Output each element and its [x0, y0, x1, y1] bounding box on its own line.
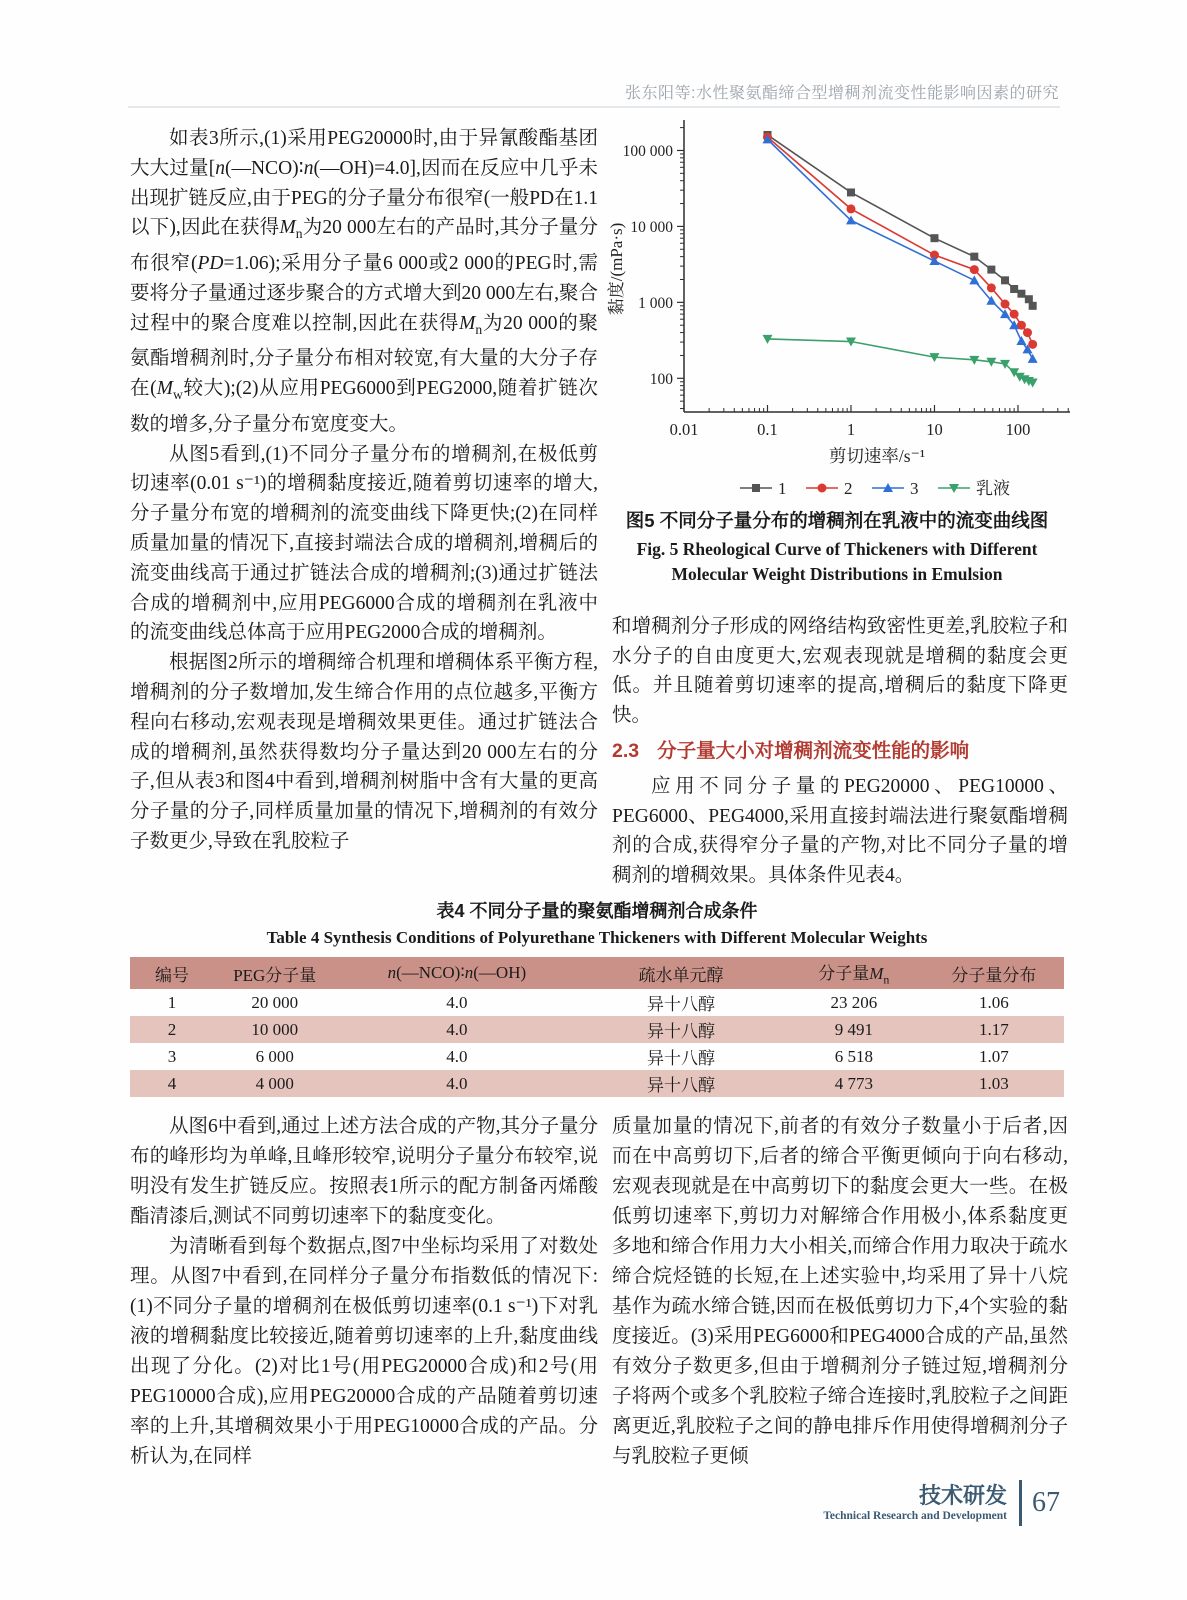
table-header-cell: 分子量分布	[924, 957, 1064, 989]
table-cell: 4.0	[335, 1070, 578, 1097]
table-cell: 4.0	[446, 1046, 468, 1066]
table-cell: 4.0	[446, 992, 468, 1012]
table4-block	[130, 897, 1064, 1097]
table-cell: 异十八醇	[578, 1016, 783, 1043]
svg-text:2: 2	[844, 479, 853, 498]
table-cell: 1.17	[924, 1016, 1064, 1043]
header-rule	[128, 106, 1060, 108]
table-cell: 4 773	[784, 1070, 924, 1097]
svg-text:3: 3	[910, 479, 919, 498]
table-header-cell: 分子量$M_n$	[784, 957, 924, 989]
table-cell: 2	[130, 1016, 214, 1043]
svg-text:0.1: 0.1	[757, 420, 778, 439]
table-title-zh: 表4 不同分子量的聚氨酯增稠剂合成条件	[436, 901, 758, 921]
svg-text:100 000: 100 000	[622, 142, 673, 160]
table-row	[130, 1016, 1064, 1043]
table-cell: 1.06	[979, 992, 1009, 1012]
chart-figure	[598, 110, 1080, 502]
table-cell: 4 000	[214, 1070, 335, 1097]
table-body	[130, 989, 1064, 1097]
paragraph-8: 质量加量的情况下,前者的有效分子数量小于后者,因而在中高剪切下,后者的缔合平衡更倾向于向右移动,宏观表现就是在中高剪切下的黏度会更大一些。在极低剪切速率下,剪切力对解缔合作用极小,体系黏度更多地和缔合作用力大小相关,而缔合作用力取决于疏水缔合烷烃链的长短,在上述实验中,均采用了异十八烷基作为疏水缔合链,因而在极低剪切力下,4个实验的黏度接近。(3)采用PEG6000和PEG4000合成的产品,虽然有效分子数更多,但由于增稠剂分子链过短,增稠剂分子将两个或多个乳胶粒子缔合连接时,乳胶粒子之间距离更近,乳胶粒子之间的静电排斥作用使得增稠剂分子与乳胶粒子更倾	[612, 1116, 1068, 1467]
table-cell: 4	[130, 1070, 214, 1097]
paragraph-7: 为清晰看到每个数据点,图7中坐标均采用了对数处理。从图7中看到,在同样分子量分布指数低的情况下:(1)不同分子量的增稠剂在极低剪切速率(0.1 s⁻¹)下对乳液的增稠黏度比较接近,随着剪切速率的上升,黏度曲线出现了分化。(2)对比1号(用PEG20000合成)和2号(用PEG10000合成),应用PEG20000合成的产品随着剪切速率的上升,其增稠效果小于用PEG10000合成的产品。分析认为,在同样	[130, 1236, 598, 1467]
svg-text:0.01: 0.01	[669, 420, 699, 439]
section-title: 分子量大小对增稠剂流变性能的影响	[657, 740, 970, 763]
table-cell: 异十八醇	[647, 1049, 716, 1069]
left-column	[130, 124, 598, 857]
footer-section-zh: 技术研发	[918, 1483, 1007, 1508]
footer-divider	[1019, 1480, 1022, 1526]
paragraph-4: 和增稠剂分子形成的网络结构致密性更差,乳胶粒子和水分子的自由度更大,宏观表现就是增稠的黏度会更低。并且随着剪切速率的提高,增稠后的黏度下降更快。	[612, 616, 1068, 726]
table-cell: 1.07	[979, 1046, 1009, 1066]
footer-section	[823, 1484, 1007, 1522]
table-cell: 10 000	[214, 1016, 335, 1043]
table-row	[130, 989, 1064, 1016]
figure-caption	[606, 508, 1068, 587]
table-header-cell: n(—NCO)∶n(—OH)	[335, 957, 578, 989]
svg-text:乳液: 乳液	[976, 479, 1010, 498]
table-cell: 异十八醇	[647, 995, 716, 1015]
page-number: 67	[1032, 1487, 1060, 1518]
paragraph-2: 从图5看到,(1)不同分子量分布的增稠剂,在极低剪切速率(0.01 s⁻¹)的增稠黏度接近,随着剪切速率的增大,分子量分布宽的增稠剂的流变曲线下降更快;(2)在同样质量加量的情况下,直接封端法合成的增稠剂,增稠后的流变曲线高于通过扩链法合成的增稠剂;(3)通过扩链法合成的增稠剂中,应用PEG6000合成的增稠剂在乳液中的流变曲线总体高于应用PEG2000合成的增稠剂。	[130, 443, 598, 644]
table-header-row	[130, 957, 1064, 989]
table-title-en: Table 4 Synthesis Conditions of Polyurethane Thickeners with Different Molecular Weights	[266, 928, 928, 947]
paragraph-5: 应用不同分子量的PEG20000、PEG10000、PEG6000、PEG4000,采用直接封端法进行聚氨酯增稠剂的合成,获得窄分子量的产物,对比不同分子量的增稠剂的增稠效果。具体条件见表4。	[612, 775, 1068, 886]
table-row	[130, 1070, 1064, 1097]
paragraph-6: 从图6中看到,通过上述方法合成的产物,其分子量分布的峰形均为单峰,且峰形较窄,说明分子量分布较窄,说明没有发生扩链反应。按照表1所示的配方制备丙烯酸酯清漆后,测试不同剪切速率下的黏度变化。	[130, 1116, 599, 1227]
section-heading	[612, 737, 1068, 767]
table-cell: 3	[167, 1046, 177, 1066]
table-cell: 1	[167, 992, 177, 1012]
running-title: 张东阳等:水性聚氨酯缔合型增稠剂流变性能影响因素的研究	[625, 85, 1059, 102]
table-row	[130, 1043, 1064, 1070]
table-cell: 6 518	[834, 1046, 873, 1066]
svg-text:10 000: 10 000	[630, 218, 673, 236]
table-cell: 1.03	[924, 1070, 1064, 1097]
table-cell: 20 000	[251, 992, 299, 1012]
table-cell: 异十八醇	[578, 1070, 783, 1097]
table-header-cell: PEG分子量	[214, 957, 335, 989]
page-footer	[823, 1480, 1060, 1526]
bottom-right-column	[612, 1112, 1068, 1472]
svg-text:剪切速率/s⁻¹: 剪切速率/s⁻¹	[828, 446, 926, 466]
section-number: 2.3	[612, 740, 640, 763]
paragraph-3: 根据图2所示的增稠缔合机理和增稠体系平衡方程,增稠剂的分子数增加,发生缔合作用的点位越多,平衡方程向右移动,宏观表现是增稠效果更佳。通过扩链法合成的增稠剂,虽然获得数均分子量达到20 000左右的分子,但从表3和图4中看到,增稠剂树脂中含有大量的更高分子量的分子,同样质量加量的情况下,增稠剂的有效分子数更少,导致在乳胶粒子	[130, 652, 598, 852]
synthesis-table	[130, 957, 1064, 1097]
table-cell: 9 491	[784, 1016, 924, 1043]
figure-caption-zh: 图5 不同分子量分布的增稠剂在乳液中的流变曲线图	[625, 510, 1049, 531]
svg-text:1: 1	[846, 420, 856, 439]
svg-text:10: 10	[926, 420, 943, 439]
table-cell: 6 000	[255, 1046, 294, 1066]
footer-section-en: Technical Research and Development	[823, 1510, 1007, 1522]
svg-text:1: 1	[778, 479, 787, 498]
table-header-cell: 编号	[130, 957, 214, 989]
svg-text:1 000: 1 000	[638, 294, 673, 312]
table-header-cell: 疏水单元醇	[578, 957, 783, 989]
svg-text:100: 100	[1005, 420, 1031, 439]
paragraph-1: 如表3所示,(1)采用PEG20000时,由于异氰酸酯基团大大过量[n(—NCO)∶n(—OH)=4.0],因而在反应中几乎未出现扩链反应,由于PEG的分子量分布很窄(一般PD在1.1以下),因此在获得$M_n$为20 000左右的产品时,其分子量分布很窄(PD=1.06);采用分子量6 000或2 000的PEG时,需要将分子量通过逐步聚合的方式增大到20 000左右,聚合过程中的聚合度难以控制,因此在获得$M_n$为20 000的聚氨酯增稠剂时,分子量分布相对较宽,有大量的大分子存在($M_w$较大);(2)从应用PEG6000到PEG2000,随着扩链次数的增多,分子量分布宽度变大。	[130, 128, 599, 435]
chart-svg	[598, 110, 1080, 502]
table-cell: 4.0	[335, 1016, 578, 1043]
svg-text:黏度/(mPa·s): 黏度/(mPa·s)	[607, 222, 626, 316]
figure-caption-en: Fig. 5 Rheological Curve of Thickeners with Different Molecular Weight Distributions in Emulsion	[636, 539, 1038, 584]
bottom-left-column	[130, 1112, 598, 1472]
table-cell: 23 206	[830, 992, 878, 1012]
svg-text:100: 100	[649, 370, 673, 388]
right-column	[612, 612, 1068, 890]
